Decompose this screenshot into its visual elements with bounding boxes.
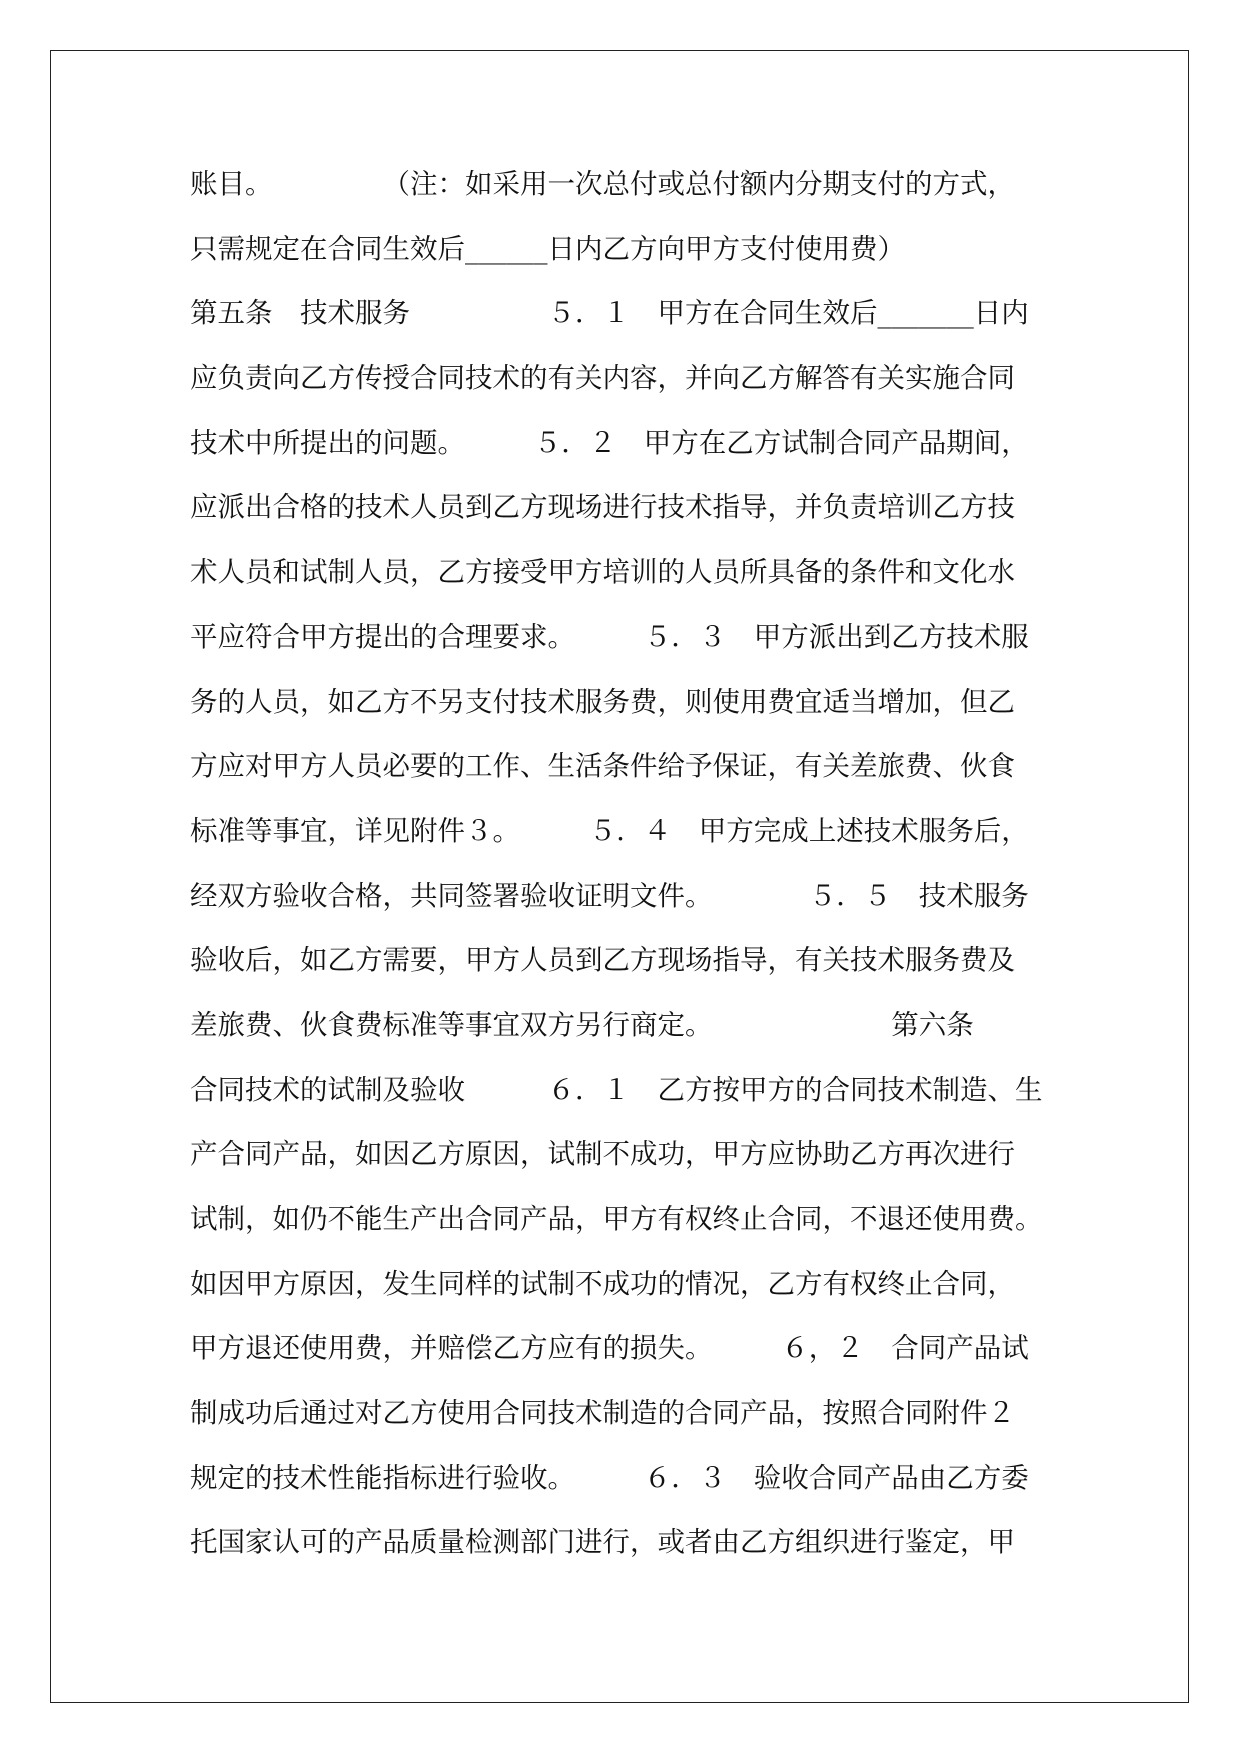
text-line: 甲方退还使用费，并赔偿乙方应有的损失。 ６，２ 合同产品试 — [190, 1332, 1029, 1365]
text-line: 产合同产品，如因乙方原因，试制不成功，甲方应协助乙方再次进行 — [190, 1138, 1015, 1171]
document-body — [190, 152, 1060, 1575]
text-line: 方应对甲方人员必要的工作、生活条件给予保证，有关差旅费、伙食 — [190, 750, 1015, 783]
text-line: 试制，如仍不能生产出合同产品，甲方有权终止合同，不退还使用费。 — [190, 1203, 1043, 1235]
text-line: 标准等事宜，详见附件３。 ５．４ 甲方完成上述技术服务后， — [190, 814, 1029, 847]
text-line: 应派出合格的技术人员到乙方现场进行技术指导，并负责培训乙方技 — [190, 491, 1015, 524]
text-line: 差旅费、伙食费标准等事宜双方另行商定。 第六条 — [190, 1008, 974, 1041]
text-line: 经双方验收合格，共同签署验收证明文件。 ５．５ 技术服务 — [190, 879, 1029, 912]
text-line: 技术中所提出的问题。 ５．２ 甲方在乙方试制合同产品期间， — [190, 426, 1029, 459]
text-line: 验收后，如乙方需要，甲方人员到乙方现场指导，有关技术服务费及 — [190, 944, 1015, 977]
text-line: 规定的技术性能指标进行验收。 ６．３ 验收合同产品由乙方委 — [190, 1461, 1029, 1494]
text-line: 第五条 技术服务 ５．１ 甲方在合同生效后_______日内 — [190, 297, 1029, 330]
text-line: 合同技术的试制及验收 ６．１ 乙方按甲方的合同技术制造、生 — [190, 1073, 1043, 1106]
text-line: 如因甲方原因，发生同样的试制不成功的情况，乙方有权终止合同， — [190, 1267, 1015, 1300]
text-line: 账目。 （注：如采用一次总付或总付额内分期支付的方式， — [190, 168, 1015, 200]
text-line: 平应符合甲方提出的合理要求。 ５．３ 甲方派出到乙方技术服 — [190, 620, 1029, 653]
text-line: 托国家认可的产品质量检测部门进行，或者由乙方组织进行鉴定，甲 — [190, 1526, 1015, 1559]
text-line: 应负责向乙方传授合同技术的有关内容，并向乙方解答有关实施合同 — [190, 362, 1015, 395]
text-line: 务的人员，如乙方不另支付技术服务费，则使用费宜适当增加，但乙 — [190, 685, 1015, 718]
text-line: 术人员和试制人员，乙方接受甲方培训的人员所具备的条件和文化水 — [190, 556, 1015, 589]
text-line: 制成功后通过对乙方使用合同技术制造的合同产品，按照合同附件２ — [190, 1397, 1015, 1430]
text-line: 只需规定在合同生效后______日内乙方向甲方支付使用费） — [190, 232, 905, 265]
